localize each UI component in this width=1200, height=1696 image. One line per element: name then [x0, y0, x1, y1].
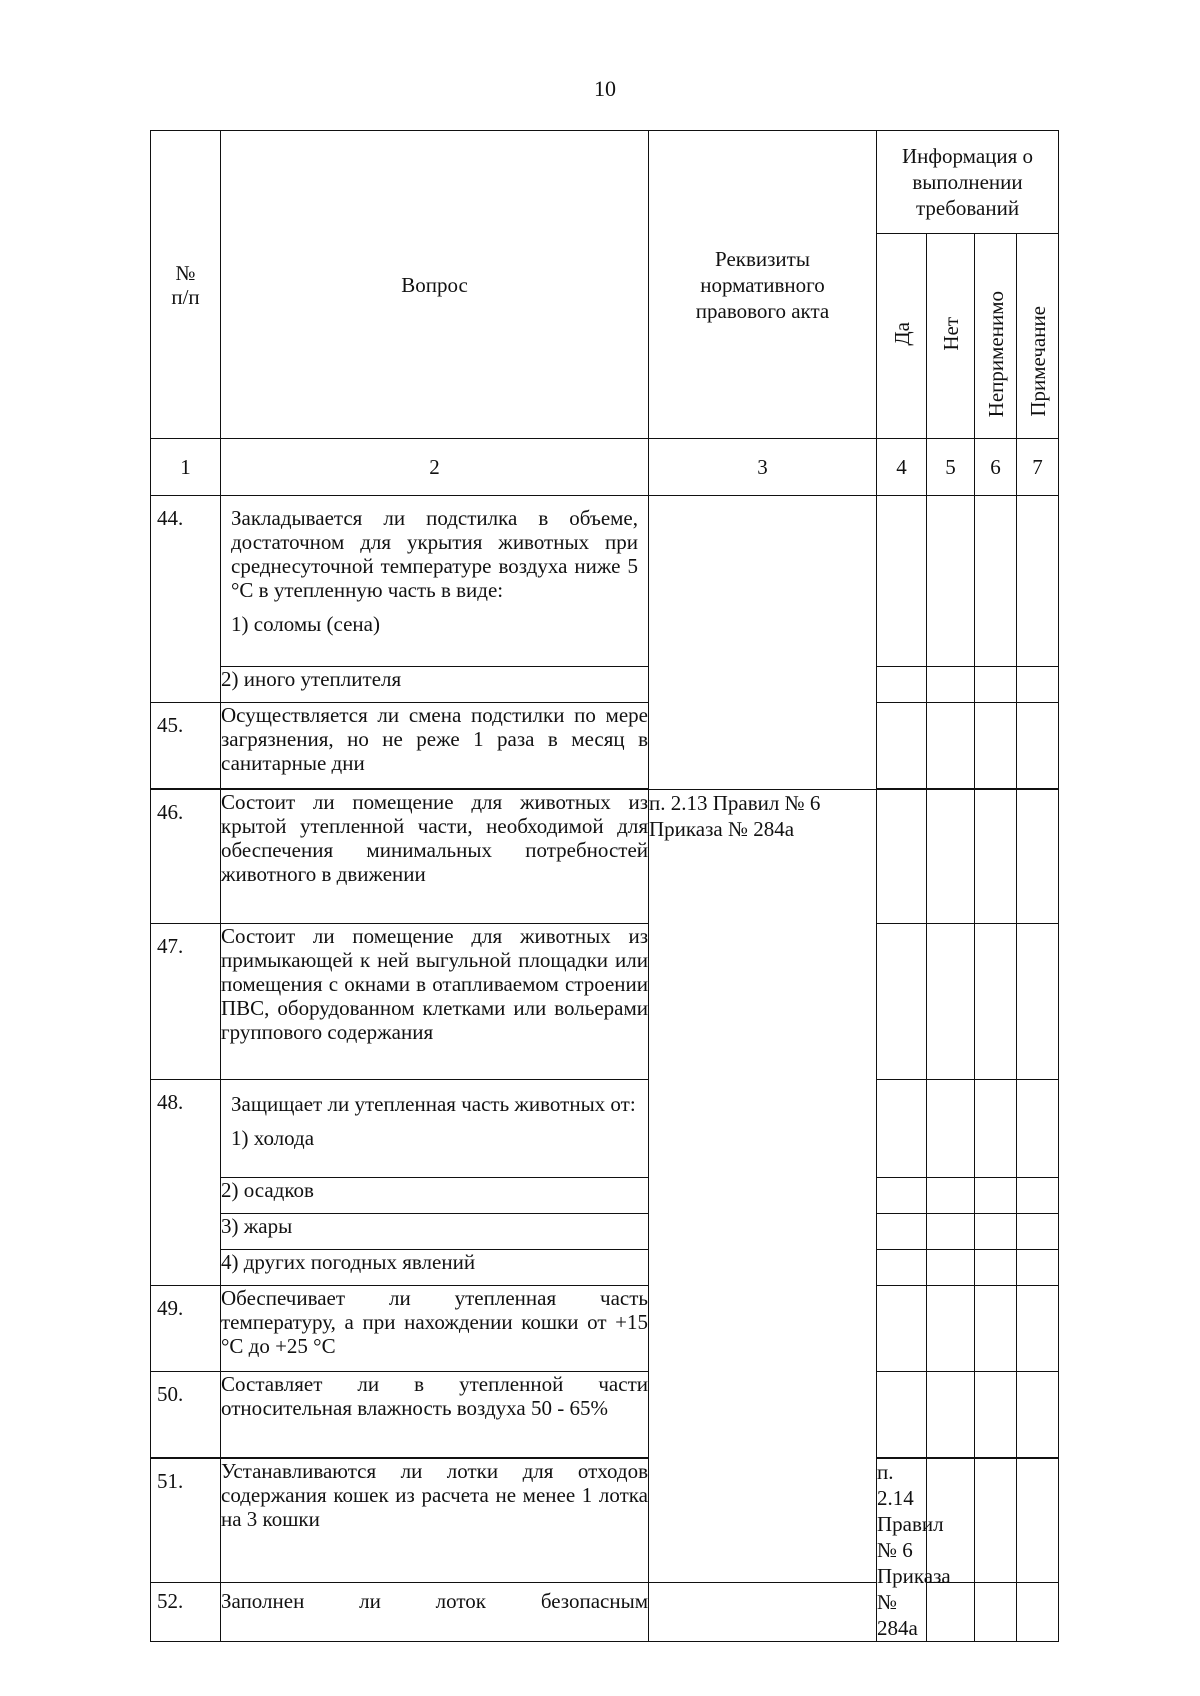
question-text: Защищает ли утепленная часть животных от:	[231, 1092, 636, 1116]
answer-yes-cell[interactable]	[877, 496, 927, 667]
column-index: 6	[975, 439, 1017, 496]
answer-no-cell[interactable]	[975, 1459, 1017, 1583]
header-num-label: № п/п	[171, 260, 200, 309]
question-text: Обеспечивает ли утепленная часть температуру, а при нахождении кошки от +15 °С до +25 °С	[221, 1286, 649, 1372]
row-number: 47.	[151, 924, 221, 1080]
table-row	[151, 1372, 1059, 1458]
answer-yes-cell[interactable]	[877, 1250, 927, 1286]
header-num	[151, 131, 221, 439]
answer-na-cell[interactable]	[975, 924, 1017, 1080]
answer-note-cell[interactable]	[1017, 1080, 1059, 1178]
answer-no-cell[interactable]	[927, 1372, 975, 1458]
sub-item: 2) иного утеплителя	[221, 667, 649, 703]
answer-na-cell[interactable]	[975, 1214, 1017, 1250]
answer-note-cell[interactable]	[1017, 1286, 1059, 1372]
table-row	[151, 496, 1059, 667]
question-text: Закладывается ли подстилка в объеме, достаточном для укрытия животных при среднесуточной температуре воздуха ниже 5 °С в утепленную часть в виде:	[231, 506, 638, 602]
answer-no-cell[interactable]	[927, 1286, 975, 1372]
answer-yes-cell[interactable]	[877, 1286, 927, 1372]
column-index: 5	[927, 439, 975, 496]
table-row	[151, 924, 1059, 1080]
header-yes	[877, 234, 927, 439]
header-requisites	[649, 131, 877, 439]
row-number: 45.	[151, 703, 221, 789]
answer-note-cell[interactable]	[1017, 667, 1059, 703]
header-na-label: Неприменимо	[983, 290, 1008, 417]
sub-item: 2) осадков	[221, 1178, 649, 1214]
answer-no-cell[interactable]	[927, 1178, 975, 1214]
question-text: Осуществляется ли смена подстилки по мере загрязнения, но не реже 1 раза в месяц в санитарные дни	[221, 703, 649, 789]
header-na	[975, 234, 1017, 439]
answer-note-cell[interactable]	[1017, 924, 1059, 1080]
answer-note-cell[interactable]	[1017, 1214, 1059, 1250]
question-cell	[221, 1080, 649, 1178]
answer-yes-cell[interactable]	[877, 924, 927, 1080]
question-text: Состоит ли помещение для животных из крытой утепленной части, необходимой для обеспечения минимальных потребностей животного в движении	[221, 790, 649, 924]
row-number: 50.	[151, 1372, 221, 1458]
row-number: 52.	[151, 1582, 221, 1641]
sub-item: 1) холода	[231, 1126, 315, 1150]
table-row	[151, 1286, 1059, 1372]
table-row	[151, 790, 1059, 924]
header-yes-label: Да	[889, 321, 914, 346]
sub-item: 3) жары	[221, 1214, 649, 1250]
answer-na-cell[interactable]	[975, 703, 1017, 789]
header-note	[1017, 234, 1059, 439]
answer-na-cell[interactable]	[975, 1372, 1017, 1458]
answer-yes-cell[interactable]	[877, 1372, 927, 1458]
answer-note-cell[interactable]	[1017, 703, 1059, 789]
table-row	[151, 1459, 1059, 1583]
header-requisites-label: Реквизиты нормативного правового акта	[695, 246, 830, 323]
answer-na-cell[interactable]	[975, 1582, 1017, 1641]
answer-no-cell[interactable]	[927, 496, 975, 667]
table-header	[151, 131, 1059, 496]
answer-yes-cell[interactable]	[877, 667, 927, 703]
answer-yes-cell[interactable]	[877, 703, 927, 789]
table-row	[151, 703, 1059, 789]
page-number: 10	[594, 76, 616, 101]
answer-na-cell[interactable]	[1017, 1459, 1059, 1583]
question-text: Устанавливаются ли лотки для отходов содержания кошек из расчета не менее 1 лотка на 3 кошки	[221, 1459, 649, 1583]
header-no-label: Нет	[938, 316, 963, 351]
row-number: 46.	[151, 790, 221, 924]
answer-note-cell[interactable]	[1017, 1372, 1059, 1458]
sub-item: 4) других погодных явлений	[221, 1250, 649, 1286]
answer-yes-cell[interactable]	[877, 1214, 927, 1250]
answer-yes-cell[interactable]	[877, 790, 927, 924]
answer-na-cell[interactable]	[975, 1080, 1017, 1178]
column-index: 7	[1017, 439, 1059, 496]
answer-no-cell[interactable]	[927, 1080, 975, 1178]
row-number: 49.	[151, 1286, 221, 1372]
answer-yes-cell[interactable]	[877, 1080, 927, 1178]
requisites-cell: п. 2.13 Правил № 6 Приказа № 284а	[649, 790, 877, 1583]
table-row	[151, 1178, 1059, 1214]
answer-no-cell[interactable]	[927, 1582, 975, 1641]
checklist-table	[150, 130, 1059, 1642]
question-text: Составляет ли в утепленной части относительная влажность воздуха 50 - 65%	[221, 1372, 649, 1458]
row-number: 51.	[151, 1459, 221, 1583]
column-index-row	[151, 439, 1059, 496]
answer-note-cell[interactable]	[1017, 1582, 1059, 1641]
answer-na-cell[interactable]	[975, 667, 1017, 703]
answer-no-cell[interactable]	[927, 924, 975, 1080]
question-text: Состоит ли помещение для животных из примыкающей к ней выгульной площадки или помещения с окнами в отапливаемом строении ПВС, оборудованном клетками или вольерами группового содержания	[221, 924, 649, 1080]
answer-note-cell[interactable]	[1017, 790, 1059, 924]
answer-no-cell[interactable]	[927, 790, 975, 924]
table-body	[151, 496, 1059, 1642]
answer-yes-cell[interactable]	[649, 1582, 877, 1641]
header-info	[877, 131, 1059, 234]
answer-no-cell[interactable]	[927, 667, 975, 703]
table-row	[151, 1080, 1059, 1178]
row-number: 48.	[151, 1080, 221, 1286]
header-no	[927, 234, 975, 439]
column-index: 1	[151, 439, 221, 496]
table-row	[151, 1250, 1059, 1286]
answer-na-cell[interactable]	[975, 1178, 1017, 1214]
answer-note-cell[interactable]	[1017, 1178, 1059, 1214]
sub-item: 1) соломы (сена)	[231, 612, 380, 636]
header-note-label: Примечание	[1025, 306, 1050, 417]
requisites-cell: п. 2.14 Правил № 6 Приказа № 284а	[877, 1460, 951, 1640]
table-row	[151, 1214, 1059, 1250]
answer-na-cell[interactable]	[975, 1250, 1017, 1286]
column-index: 3	[649, 439, 877, 496]
column-index: 4	[877, 439, 927, 496]
answer-yes-cell[interactable]	[877, 1178, 927, 1214]
answer-note-cell[interactable]	[1017, 1250, 1059, 1286]
table-row	[151, 667, 1059, 703]
answer-no-cell[interactable]	[927, 703, 975, 789]
answer-no-cell[interactable]	[927, 1214, 975, 1250]
answer-na-cell[interactable]	[975, 790, 1017, 924]
answer-no-cell[interactable]	[927, 1250, 975, 1286]
column-index: 2	[221, 439, 649, 496]
answer-na-cell[interactable]	[975, 496, 1017, 667]
question-cell	[221, 496, 649, 667]
answer-note-cell[interactable]	[1017, 496, 1059, 667]
question-text: Заполнен ли лоток безопасным	[221, 1582, 649, 1641]
answer-na-cell[interactable]	[975, 1286, 1017, 1372]
row-number: 44.	[151, 496, 221, 703]
header-info-label: Информация о выполнении требований	[901, 144, 1034, 220]
requisites-cell	[649, 496, 877, 790]
header-question: Вопрос	[221, 131, 649, 439]
